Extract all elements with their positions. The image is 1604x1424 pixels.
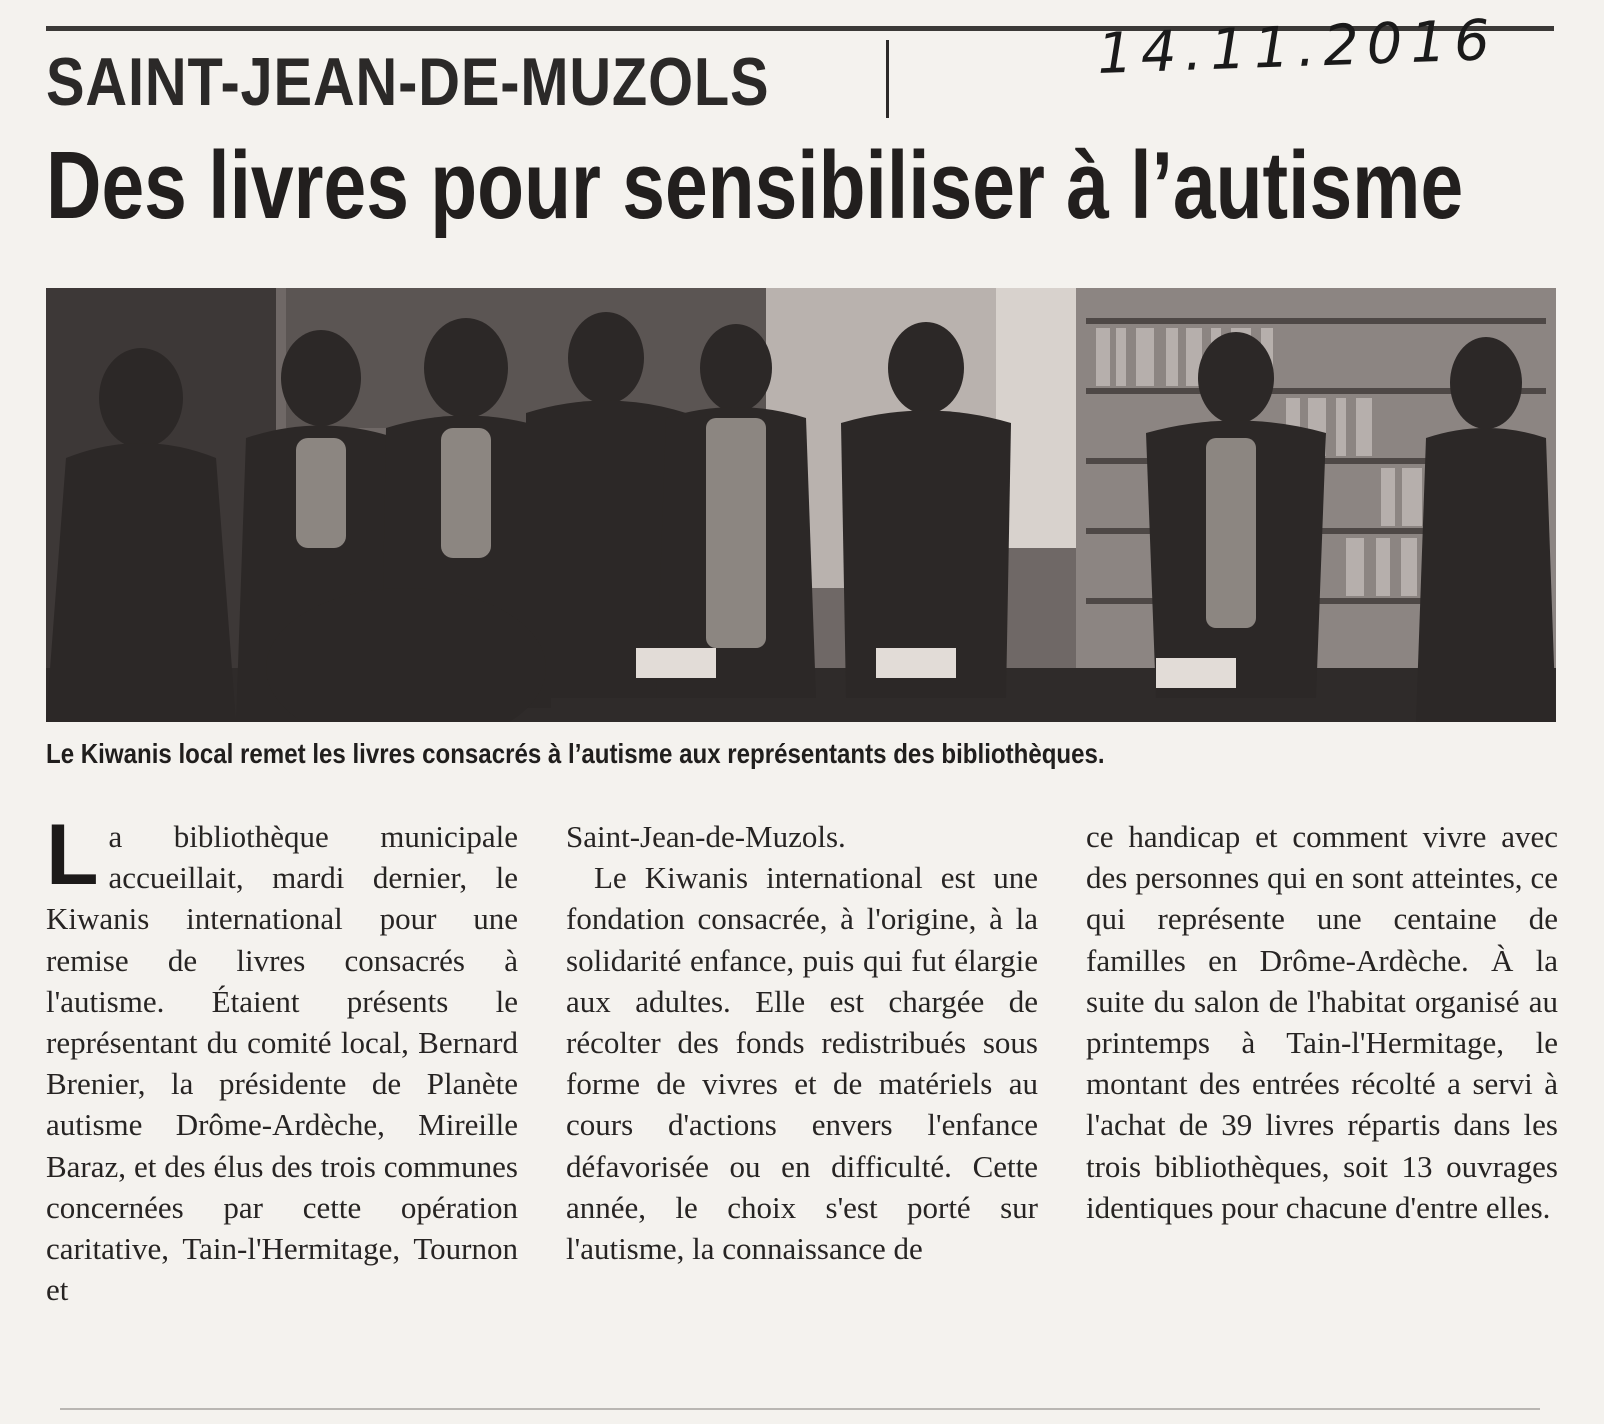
article-headline: Des livres pour sensibiliser à l’autisme <box>46 132 1464 239</box>
column-3-text: ce handicap et comment vivre avec des personnes qui en sont atteintes, ce qui représente une centaine de familles en Drôme-Ardèche. À la suite du salon de l'habitat organisé au printemps à Tain-l'Hermitage, le montant des entrées récolté a servi à l'achat de 39 livres répartis dans les trois bibliothèques, soit 13 ouvrages identiques pour chacune d'entre elles. <box>1086 819 1558 1225</box>
bottom-rule <box>60 1408 1540 1410</box>
column-1-text: a bibliothèque municipale accueillait, mardi dernier, le Kiwanis international pour une remise de livres consacrés à l'autisme. Étaient présents le représentant du comité local, Bernard Brenier, la présidente de Planète autisme Drôme-Ardèche, Mireille Baraz, et des élus des trois communes concernées par cette opération caritative, Tain-l'Hermitage, Tournon et <box>46 819 518 1308</box>
photo-caption: Le Kiwanis local remet les livres consacrés à l’autisme aux représentants des bibliothèques. <box>46 738 1105 769</box>
article-column-2 <box>566 816 1038 1269</box>
article-photo <box>46 288 1556 722</box>
section-title: SAINT-JEAN-DE-MUZOLS <box>46 44 770 120</box>
article-column-3 <box>1086 816 1558 1228</box>
column-2-start: Saint-Jean-de-Muzols. <box>566 819 846 854</box>
section-divider <box>886 40 889 118</box>
handwritten-date: 14.11.2016 <box>1096 8 1499 87</box>
article-column-1 <box>46 807 518 1310</box>
column-2-paragraph: Le Kiwanis international est une fondation consacrée, à l'origine, à la solidarité enfance, puis qui fut élargie aux adultes. Elle est chargée de récolter des fonds redistribués sous forme de vivres et de matériels au cours d'actions envers l'enfance défavorisée ou en difficulté. Cette année, le choix s'est porté sur l'autisme, la connaissance de <box>566 860 1038 1267</box>
drop-cap: L <box>46 807 99 903</box>
